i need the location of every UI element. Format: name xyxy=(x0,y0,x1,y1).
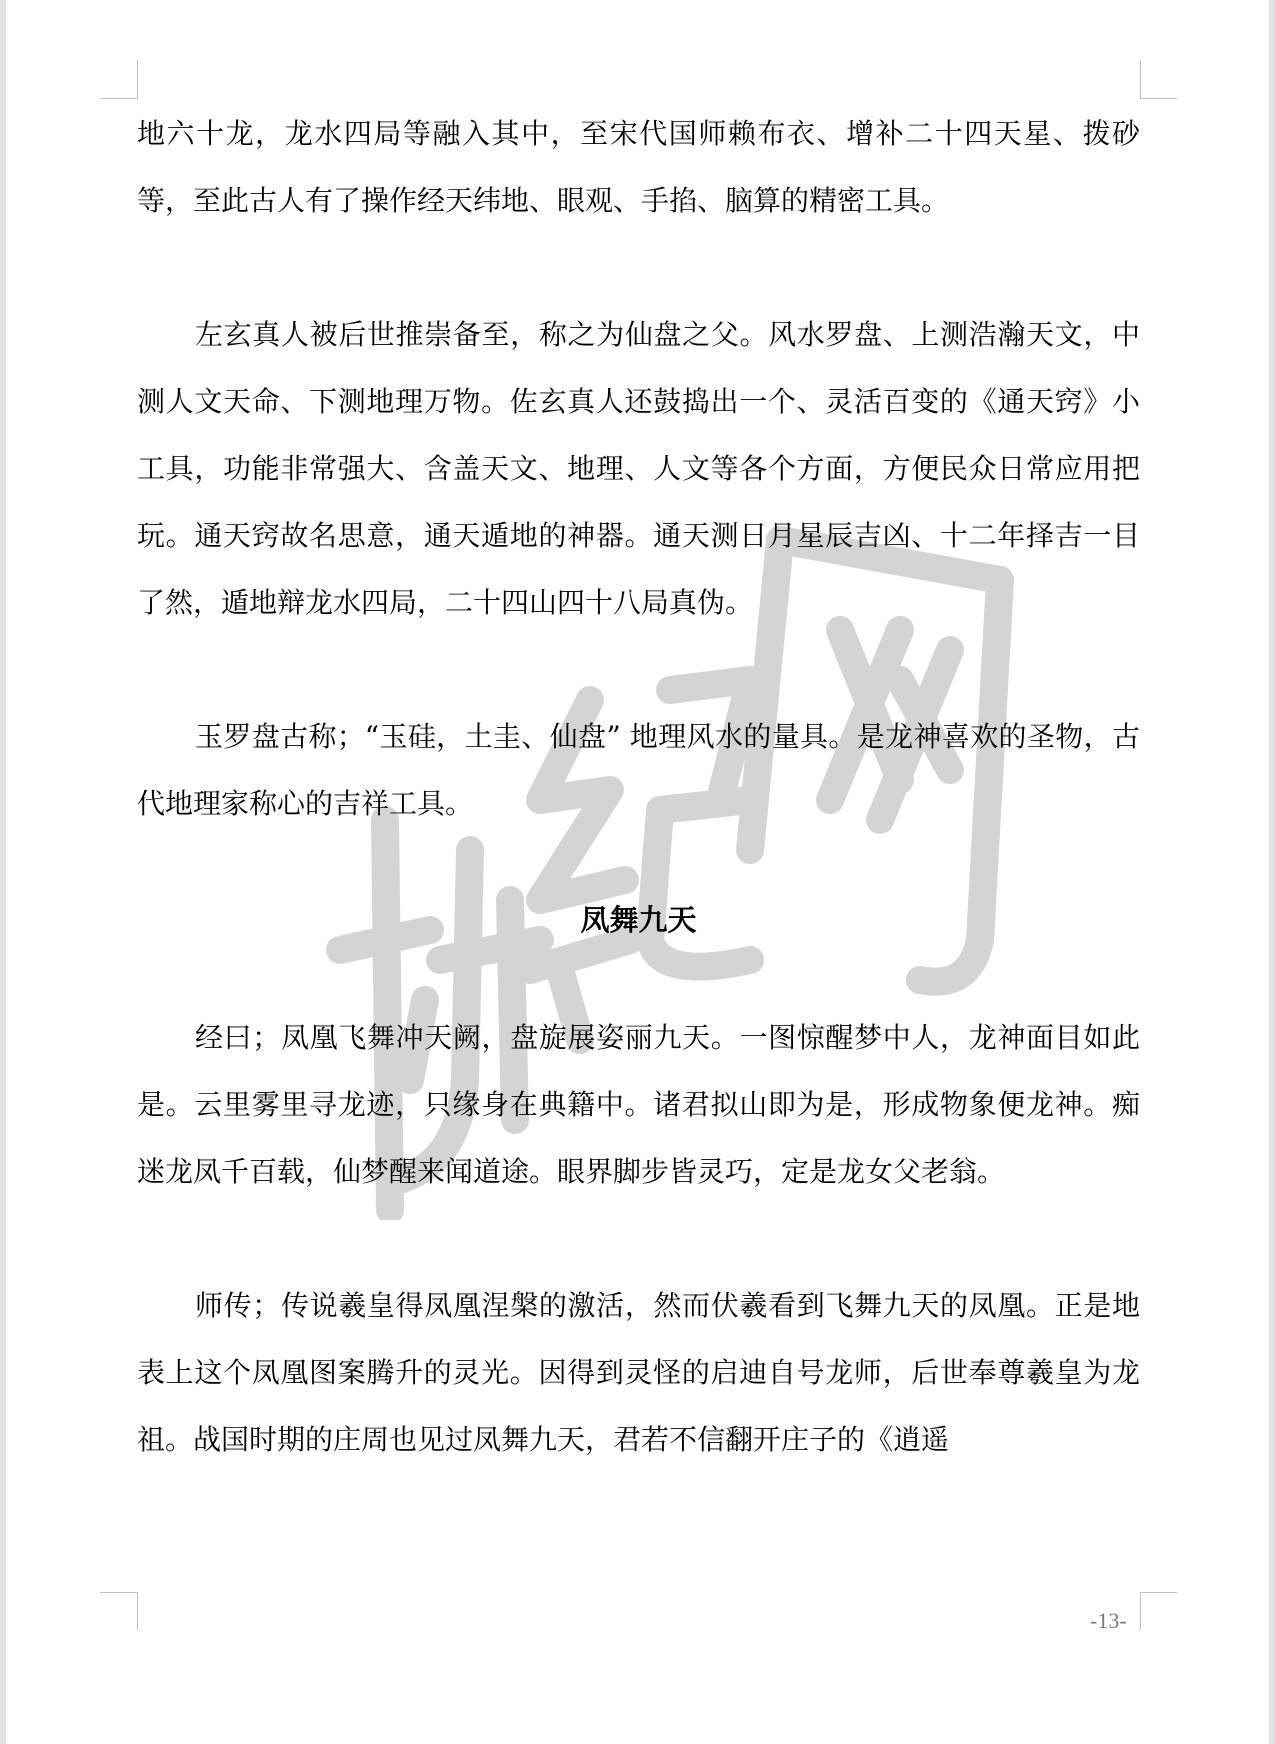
section-heading: 凤舞九天 xyxy=(580,903,697,937)
corner-mark-bottom-left xyxy=(100,1592,137,1593)
page-content xyxy=(137,100,1140,1473)
paragraph-spacer xyxy=(137,837,1140,887)
paragraph: 经曰；凤凰飞舞冲天阙，盘旋展姿丽九天。一图惊醒梦中人，龙神面目如此是。云里雾里寻龙迹，只缘身在典籍中。诸君拟山即为是，形成物象便龙神。痴迷龙凤千百载，仙梦醒来闻道途。眼界脚步皆灵巧，定是龙女父老翁。 xyxy=(137,1021,1140,1188)
paragraph-spacer xyxy=(137,954,1140,1004)
corner-mark-top-left xyxy=(100,98,137,99)
paragraph: 左玄真人被后世推崇备至，称之为仙盘之父。风水罗盘、上测浩瀚天文，中测人文天命、下测地理万物。佐玄真人还鼓捣出一个、灵活百变的《通天窍》小工具，功能非常强大、含盖天文、地理、人文等各个方面，方便民众日常应用把玩。通天窍故名思意，通天遁地的神器。通天测日月星辰吉凶、十二年择吉一目了然，遁地辩龙水四局，二十四山四十八局真伪。 xyxy=(137,318,1140,619)
page-number: -13- xyxy=(1090,1608,1127,1633)
corner-mark-bottom-right xyxy=(1140,1592,1141,1630)
paragraph-spacer xyxy=(137,636,1140,703)
corner-mark-top-right xyxy=(1140,60,1141,99)
paragraph-spacer xyxy=(137,234,1140,301)
page-right-edge xyxy=(1269,0,1275,1744)
corner-mark-top-right xyxy=(1140,98,1177,99)
page-left-edge xyxy=(0,0,6,1744)
paragraph-spacer xyxy=(137,1205,1140,1272)
paragraph: 师传；传说羲皇得凤凰涅槃的激活，然而伏羲看到飞舞九天的凤凰。正是地表上这个凤凰图案腾升的灵光。因得到灵怪的启迪自号龙师，后世奉尊羲皇为龙祖。战国时期的庄周也见过凤舞九天，君若不信翻开庄子的《逍遥 xyxy=(137,1289,1140,1456)
corner-mark-bottom-right xyxy=(1140,1592,1177,1593)
paragraph: 地六十龙，龙水四局等融入其中，至宋代国师赖布衣、增补二十四天星、拨砂等，至此古人有了操作经天纬地、眼观、手掐、脑算的精密工具。 xyxy=(137,117,1140,217)
corner-mark-bottom-left xyxy=(137,1592,138,1630)
corner-mark-top-left xyxy=(137,60,138,99)
paragraph: 玉罗盘古称；“玉硅，土圭、仙盘” 地理风水的量具。是龙神喜欢的圣物，古代地理家称心的吉祥工具。 xyxy=(137,720,1140,820)
